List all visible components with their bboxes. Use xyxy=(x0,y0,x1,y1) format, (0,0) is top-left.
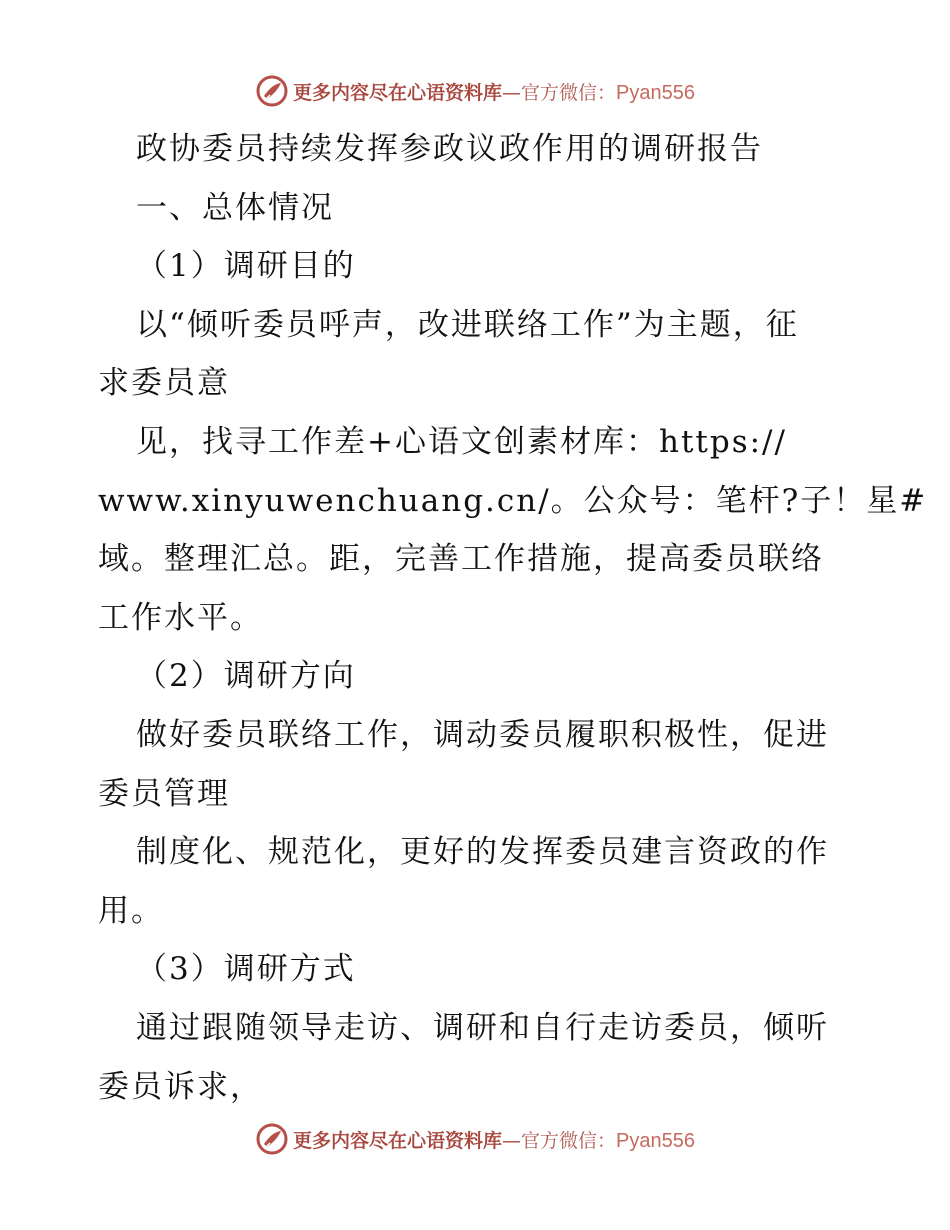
subsection-heading: （3）调研方式 xyxy=(136,951,356,988)
pen-logo-icon xyxy=(255,1122,289,1156)
section-heading: 一、总体情况 xyxy=(136,189,334,226)
watermark-lead: 更多内容尽在心语资料库 xyxy=(293,81,503,104)
paragraph-line: 以“倾听委员呼声，改进联络工作”为主题，征 xyxy=(136,306,799,343)
paragraph-line: 求委员意 xyxy=(98,365,230,402)
paragraph-line: 做好委员联络工作，调动委员履职积极性，促进 xyxy=(136,716,829,753)
paragraph-line: 委员管理 xyxy=(98,775,230,812)
pen-logo-icon xyxy=(255,74,289,108)
watermark-lead: 更多内容尽在心语资料库 xyxy=(293,1129,503,1152)
subsection-heading: （1）调研目的 xyxy=(136,248,356,285)
document-title: 政协委员持续发挥参政议政作用的调研报告 xyxy=(136,131,763,167)
document-body xyxy=(98,120,928,1116)
paragraph-line: www.xinyuwenchuang.cn/。公众号：笔杆?子！星# xyxy=(98,482,928,519)
paragraph-line: 工作水平。 xyxy=(98,599,263,636)
footer-watermark-banner xyxy=(0,1119,950,1159)
wechat-id: Pyan556 xyxy=(616,1129,695,1152)
wechat-label: 官方微信： xyxy=(521,1129,617,1152)
subsection-heading: （2）调研方向 xyxy=(136,658,356,695)
paragraph-line: 见，找寻工作差+心语文创素材库：https:// xyxy=(136,423,787,460)
watermark-dash: — xyxy=(502,81,522,104)
wechat-label: 官方微信： xyxy=(521,81,617,104)
watermark-text xyxy=(293,1126,695,1153)
paragraph-line: 用。 xyxy=(98,892,164,929)
paragraph-line: 制度化、规范化，更好的发挥委员建言资政的作 xyxy=(136,834,829,871)
watermark-text xyxy=(293,78,695,105)
paragraph-line: 委员诉求， xyxy=(98,1068,263,1105)
paragraph-line: 通过跟随领导走访、调研和自行走访委员，倾听 xyxy=(136,1009,829,1046)
header-watermark-banner xyxy=(0,71,950,111)
wechat-id: Pyan556 xyxy=(616,81,695,104)
watermark-dash: — xyxy=(502,1129,522,1152)
paragraph-line: 域。整理汇总。距，完善工作措施，提高委员联络 xyxy=(98,541,824,578)
